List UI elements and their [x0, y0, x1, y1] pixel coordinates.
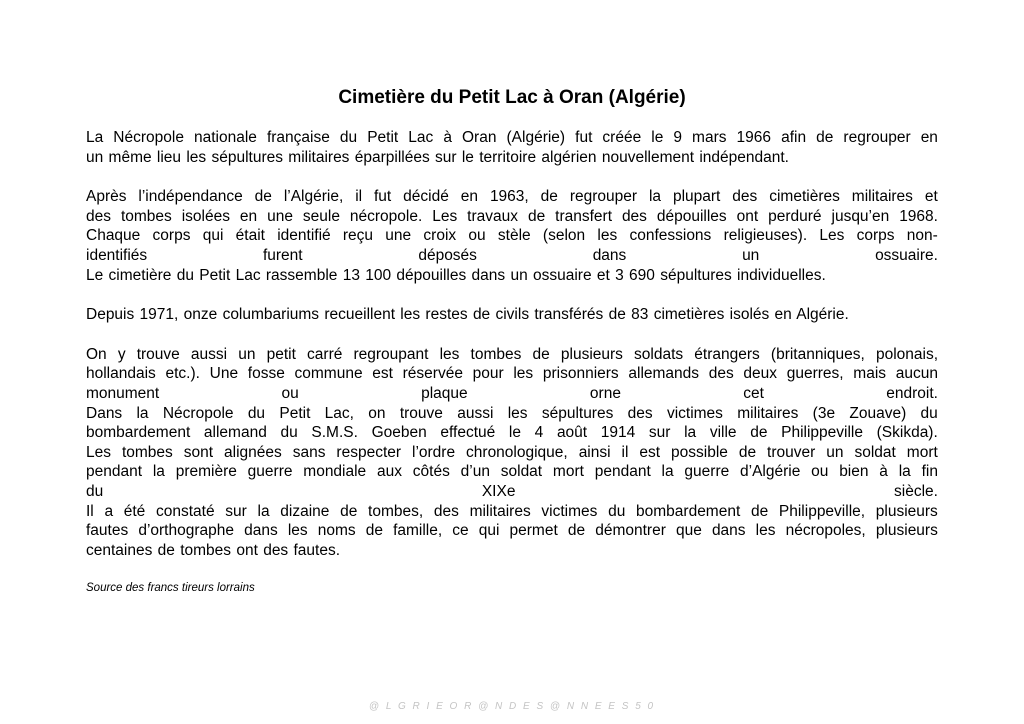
document-body	[86, 128, 938, 580]
document-title: Cimetière du Petit Lac à Oran (Algérie)	[338, 87, 686, 108]
text-line: un même lieu les sépultures militaires éparpillées sur le territoire algérien nouvellement indépendant.	[86, 148, 789, 166]
text-line: bombardement allemand du S.M.S. Goeben effectué le 4 août 1914 sur la ville de Philippeville (Skikda).	[86, 424, 938, 442]
text-line: Il a été constaté sur la dizaine de tombes, des militaires victimes du bombardement de Philippeville, plusieurs	[86, 502, 938, 520]
text-line: Après l’indépendance de l’Algérie, il fut décidé en 1963, de regrouper la plupart des cimetières militaires et	[86, 188, 938, 206]
text-line: Les tombes sont alignées sans respecter l’ordre chronologique, ainsi il est possible de trouver un soldat mort	[86, 443, 938, 461]
paragraph-2	[86, 187, 938, 285]
text-line: identifiés furent déposés dans un ossuaire.	[86, 246, 938, 264]
text-line: On y trouve aussi un petit carré regroupant les tombes de plusieurs soldats étrangers (britanniques, polonais,	[86, 345, 938, 363]
text-line: La Nécropole nationale française du Petit Lac à Oran (Algérie) fut créée le 9 mars 1966 afin de regrouper en	[86, 129, 938, 146]
text-line: monument ou plaque orne cet endroit.	[86, 384, 938, 402]
text-line: Depuis 1971, onze columbariums recueillent les restes de civils transférés de 83 cimetières isolés en Algérie.	[86, 306, 849, 324]
text-line: des tombes isolées en une seule nécropole. Les travaux de transfert des dépouilles ont perduré jusqu’en 1968.	[86, 207, 938, 225]
footer-watermark: @ L G R I E O R @ N D E S @ N N E E S 5 0	[368, 701, 656, 712]
text-line: pendant la première guerre mondiale aux côtés d’un soldat mort pendant la guerre d’Algérie ou bien à la fin	[86, 463, 938, 481]
paragraph-1	[86, 128, 938, 167]
text-line: Dans la Nécropole du Petit Lac, on trouve aussi les sépultures des victimes militaires (3e Zouave) du	[86, 404, 938, 422]
text-line: du XIXe siècle.	[86, 482, 938, 500]
text-line: hollandais etc.). Une fosse commune est réservée pour les prisonniers allemands des deux guerres, mais aucun	[86, 365, 938, 383]
text-line: Chaque corps qui était identifié reçu une croix ou stèle (selon les confessions religieuses). Les corps non-	[86, 227, 938, 245]
paragraph-4	[86, 345, 938, 561]
text-line: Le cimetière du Petit Lac rassemble 13 100 dépouilles dans un ossuaire et 3 690 sépultures individuelles.	[86, 266, 826, 284]
text-line: centaines de tombes ont des fautes.	[86, 541, 341, 559]
source-note: Source des francs tireurs lorrains	[86, 582, 255, 594]
paragraph-3	[86, 305, 938, 325]
text-line: fautes d’orthographe dans les noms de famille, ce qui permet de démontrer que dans les nécropoles, plusieurs	[86, 522, 938, 540]
